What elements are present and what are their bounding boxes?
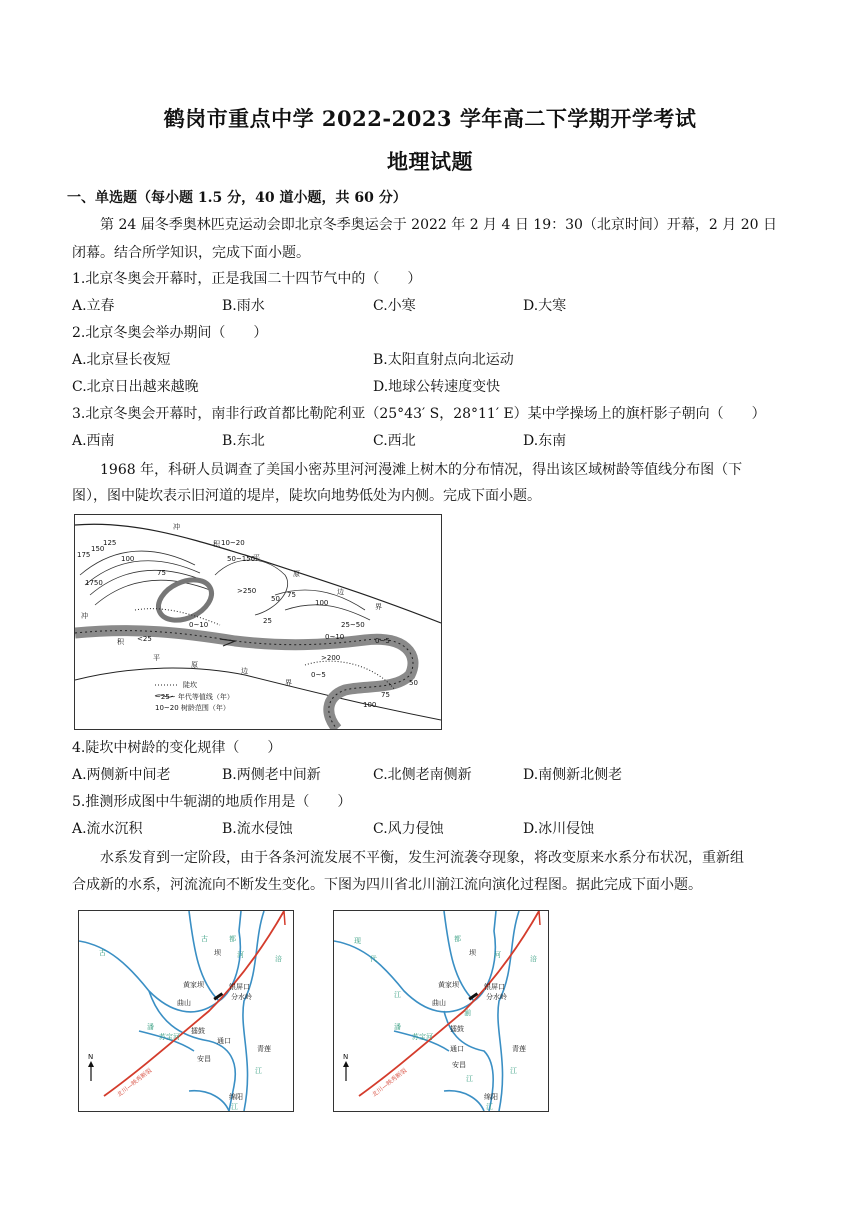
river-map-modern [333, 910, 549, 1112]
map-left-label-pan: 潘 [147, 1023, 154, 1031]
q2-option-d[interactable]: D.地球公转速度变快 [373, 379, 501, 395]
q4-option-a[interactable]: A.两侧新中间老 [72, 767, 171, 783]
age-10-20: 10~20 [221, 539, 245, 547]
passage-1-line-1: 第 24 届冬季奥林匹克运动会即北京冬季奥运会于 2022 年 2 月 4 日 19：30（北京时间）开幕，2 月 20 日 [100, 217, 778, 233]
map-right-label-fault: 北川—映秀断裂 [370, 1067, 409, 1099]
map-left-label-he: 河 [237, 951, 244, 959]
map-label-bian-left: 边 [241, 667, 248, 675]
page-subtitle: 地理试题 [387, 149, 473, 174]
contour-50-mid: 50 [271, 595, 280, 603]
map-left-label-fault: 北川—映秀断裂 [115, 1067, 154, 1099]
map-right-label-fenshuiling: 分水岭 [486, 993, 507, 1001]
map-left-label-qushan: 曲山 [177, 999, 191, 1007]
q5-option-d[interactable]: D.冰川侵蚀 [523, 821, 595, 837]
map-left-label-fu: 涪 [275, 955, 282, 963]
map-right-label-xian: 现 [354, 937, 361, 945]
map-left-label-jiang2: 江 [231, 1103, 238, 1111]
map-right-label-yinpingkou: 银屏口 [484, 983, 505, 991]
contour-100-right: 100 [363, 701, 377, 709]
map-right-label-pan: 潘 [394, 1023, 401, 1031]
q3-option-c[interactable]: C.西北 [373, 433, 416, 449]
map-label-yuan-top: 原 [293, 570, 300, 578]
q1-option-c[interactable]: C.小寒 [373, 298, 416, 314]
map-right-label-leigu: 擂鼓 [450, 1025, 464, 1033]
map-label-chong-top: 冲 [173, 523, 180, 531]
map-left-label-tongkou: 通口 [217, 1037, 231, 1045]
map-left-label-huangjiaba: 黄家坝 [183, 981, 204, 989]
age-50-150: 50~150 [227, 555, 256, 563]
question-5-stem: 5.推测形成图中牛轭湖的地质作用是（ ） [72, 794, 352, 810]
passage-2-line-1: 1968 年，科研人员调查了美国小密苏里河河漫滩上树木的分布情况，得出该区域树龄等值线分布图（下 [100, 462, 743, 478]
q1-option-a[interactable]: A.立春 [72, 298, 115, 314]
map-left-label-anchang: 安昌 [197, 1055, 211, 1063]
map-right-label-qushan: 曲山 [432, 999, 446, 1007]
contour-25: 25 [263, 617, 272, 625]
q1-option-b[interactable]: B.雨水 [222, 298, 265, 314]
legend-age-range: 10~20 树龄范围（年） [155, 704, 230, 712]
q3-option-b[interactable]: B.东北 [222, 433, 265, 449]
contour-175: 175 [77, 551, 91, 559]
map-label-ping-left: 平 [153, 654, 160, 662]
map-right-label-jiang-d: 江 [466, 1075, 473, 1083]
map-left-label-subaohe: 苏宝河 [159, 1033, 180, 1041]
contour-1750: 1750 [85, 579, 103, 587]
q2-option-b[interactable]: B.太阳直射点向北运动 [373, 352, 514, 368]
contour-150: 150 [91, 545, 105, 553]
age-lt-25: <25 [137, 635, 152, 643]
map-right-label-du: 都 [454, 935, 461, 943]
map-right-label-jiang-b: 江 [510, 1067, 517, 1075]
map-right-label-huangjiaba: 黄家坝 [438, 981, 459, 989]
age-0-10: 0~10 [189, 621, 209, 629]
map-left-label-fenshuiling: 分水岭 [231, 993, 252, 1001]
age-0-10-b: 0~10 [325, 633, 345, 641]
age-0-5-a: 0~5 [375, 637, 390, 645]
q4-option-b[interactable]: B.两侧老中间新 [222, 767, 321, 783]
map-label-bian-top: 边 [337, 588, 344, 596]
passage-3-line-2: 合成新的水系，河流流向不断发生变化。下图为四川省北川湔江流向演化过程图。据此完成下面小题。 [72, 877, 702, 893]
passage-2-line-2: 图），图中陡坎表示旧河道的堤岸，陡坎向地势低处为内侧。完成下面小题。 [72, 488, 541, 504]
q5-option-a[interactable]: A.流水沉积 [72, 821, 143, 837]
map-left-label-du: 都 [229, 935, 236, 943]
map-right-label-dai: 代 [370, 955, 377, 963]
q2-option-a[interactable]: A.北京昼长夜短 [72, 352, 171, 368]
map-label-chong-left: 冲 [81, 612, 88, 620]
map-label-yuan-left: 原 [191, 661, 198, 669]
map-left-label-qinglian: 青莲 [257, 1045, 271, 1053]
question-1-stem: 1.北京冬奥会开幕时，正是我国二十四节气中的（ ） [72, 271, 422, 287]
map-right-label-north: N [343, 1053, 349, 1061]
map-right-label-fu: 涪 [530, 955, 537, 963]
age-25-50: 25~50 [341, 621, 365, 629]
map-left-label-jiang: 江 [255, 1067, 262, 1075]
contour-50-right: 50 [409, 679, 418, 687]
q3-option-d[interactable]: D.东南 [523, 433, 567, 449]
map-left-label-yinpingkou: 银屏口 [229, 983, 250, 991]
page-title: 鹤岗市重点中学 2022-2023 学年高二下学期开学考试 [163, 106, 697, 131]
passage-1-line-2: 闭幕。结合所学知识，完成下面小题。 [72, 245, 310, 261]
map-right-label-jiang-c: 江 [486, 1103, 493, 1111]
map-right-label-anchang: 安昌 [452, 1061, 466, 1069]
age-250: >250 [237, 587, 257, 595]
map-right-label-subaohe: 苏宝河 [412, 1033, 433, 1041]
map-left-label-gu2: 古 [99, 949, 106, 957]
map-left-label-mianyang: 绵阳 [229, 1093, 243, 1101]
map-right-label-jian: 湔 [464, 1009, 471, 1017]
contour-75-right: 75 [381, 691, 390, 699]
passage-3-line-1: 水系发育到一定阶段，由于各条河流发展不平衡，发生河流袭夺现象，将改变原来水系分布状况，重新组 [100, 850, 744, 866]
map-left-label-leigu: 擂鼓 [191, 1027, 205, 1035]
q1-option-d[interactable]: D.大寒 [523, 298, 567, 314]
map-right-label-qinglian: 青莲 [512, 1045, 526, 1053]
map-left-label-duba: 坝 [214, 949, 221, 957]
contour-125: 125 [103, 539, 117, 547]
q4-option-d[interactable]: D.南侧新北侧老 [523, 767, 623, 783]
map-right-label-mianyang: 绵阳 [484, 1093, 498, 1101]
map-label-ji-left: 积 [117, 638, 124, 646]
tree-age-contour-map [74, 514, 442, 730]
contour-75: 75 [157, 569, 166, 577]
map-label-ji-top: 积 [213, 540, 220, 548]
map-label-ping-top: 平 [253, 554, 260, 562]
q5-option-c[interactable]: C.风力侵蚀 [373, 821, 444, 837]
section-heading: 一、单选题（每小题 1.5 分，40 道小题，共 60 分） [67, 190, 407, 206]
question-3-stem: 3.北京冬奥会开幕时，南非行政首都比勒陀利亚（25°43′ S，28°11′ E）某中学操场上的旗杆影子朝向（ ） [72, 406, 766, 422]
map-right-label-jiang-a: 江 [394, 991, 401, 999]
map-right-label-duba: 坝 [469, 949, 476, 957]
map-right-label-he: 河 [494, 951, 501, 959]
contour-75-mid: 75 [287, 591, 296, 599]
map-left-label-gu: 古 [201, 935, 208, 943]
age-gt-200: >200 [321, 654, 341, 662]
question-2-stem: 2.北京冬奥会举办期间（ ） [72, 325, 268, 341]
q3-option-a[interactable]: A.西南 [72, 433, 115, 449]
map-label-jie-left: 界 [285, 679, 292, 687]
q4-option-c[interactable]: C.北侧老南侧新 [373, 767, 472, 783]
legend-isoline: ~25~ 年代等值线（年） [155, 693, 234, 701]
river-map-ancient [78, 910, 294, 1112]
contour-100-mid: 100 [315, 599, 329, 607]
q5-option-b[interactable]: B.流水侵蚀 [222, 821, 293, 837]
legend-scarp: 陡坎 [183, 681, 197, 689]
map-left-label-north: N [88, 1053, 94, 1061]
q2-option-c[interactable]: C.北京日出越来越晚 [72, 379, 199, 395]
map-right-label-tongkou: 通口 [450, 1045, 464, 1053]
contour-100: 100 [121, 555, 135, 563]
map-label-jie-top: 界 [375, 603, 382, 611]
question-4-stem: 4.陡坎中树龄的变化规律（ ） [72, 740, 282, 756]
age-0-5-b: 0~5 [311, 671, 326, 679]
